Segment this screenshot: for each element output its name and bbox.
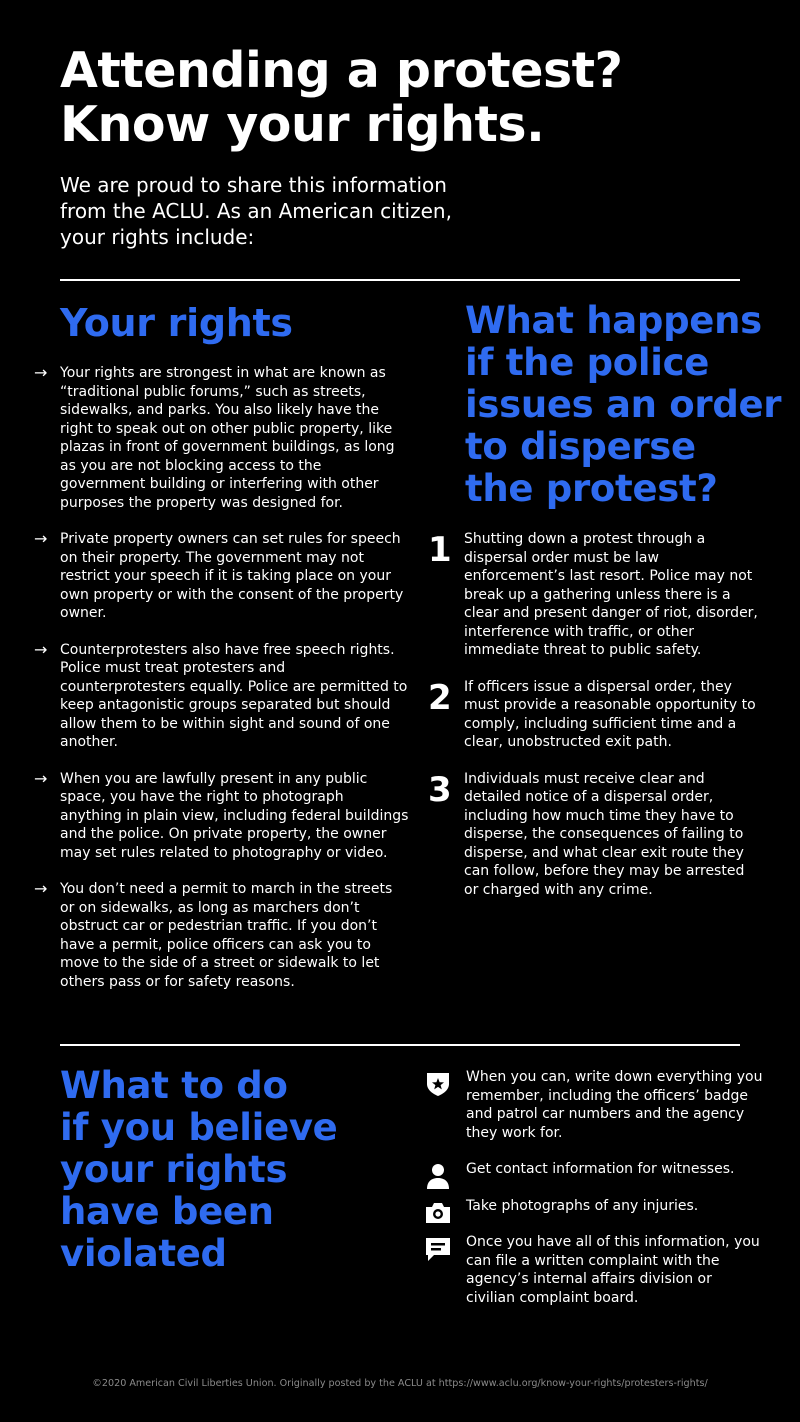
title-line-1: Attending a protest?	[60, 42, 623, 99]
page-title	[60, 44, 760, 152]
step-text: Shutting down a protest through a dispersal order must be law enforcement’s last resort. Police may not break up a gathering unless there is a clear and present danger of riot, disorder, interference with traffic, or other immediate threat to public safety.	[464, 531, 758, 658]
rights-item	[34, 880, 409, 991]
step-number: 1	[428, 530, 452, 570]
disperse-steps	[428, 530, 758, 917]
rights-list	[34, 364, 409, 1009]
arrow-right-icon: →	[34, 768, 48, 788]
person-icon	[424, 1162, 452, 1190]
rights-item-text: You don’t need a permit to march in the streets or on sidewalks, as long as marchers don’t obstruct car or pedestrian traffic. If you don’t have a permit, police officers can ask you to move to the side of a street or sidewalk to let others pass or for safety reasons.	[60, 881, 393, 990]
disperse-heading-line: to disperse	[465, 425, 696, 468]
action-item	[424, 1197, 764, 1216]
rights-item	[34, 770, 409, 863]
action-item	[424, 1068, 764, 1142]
rights-item	[34, 530, 409, 623]
rights-item-text: Counterprotesters also have free speech rights. Police must treat protesters and counterprotesters equally. Police are permitted to keep antagonistic groups separated but should allow them to be within sight and sound of one another.	[60, 641, 408, 750]
disperse-step	[428, 770, 758, 900]
step-number: 2	[428, 677, 452, 718]
title-line-2: Know your rights.	[60, 96, 545, 153]
violated-heading-line: have been	[60, 1190, 274, 1233]
divider-top	[60, 279, 740, 281]
divider-bottom	[60, 1044, 740, 1046]
action-text: Take photographs of any injuries.	[466, 1197, 699, 1214]
violated-heading	[60, 1065, 390, 1275]
action-text: Get contact information for witnesses.	[466, 1161, 735, 1177]
disperse-heading	[465, 300, 795, 510]
violated-heading-line: What to do	[60, 1064, 288, 1107]
disperse-heading-line: if the police	[465, 341, 710, 384]
footer-credit: ©2020 American Civil Liberties Union. Originally posted by the ACLU at https://www.aclu.org/know-your-rights/protesters-rights/	[92, 1378, 708, 1389]
step-text: If officers issue a dispersal order, they must provide a reasonable opportunity to comply, including sufficient time and a clear, unobstructed exit path.	[464, 678, 756, 750]
arrow-right-icon: →	[34, 879, 48, 898]
intro-line-3: your rights include:	[60, 225, 255, 249]
disperse-heading-line: the protest?	[465, 467, 718, 510]
disperse-heading-line: issues an order	[465, 383, 782, 426]
disperse-heading-line: What happens	[465, 299, 762, 342]
intro-line-2: from the ACLU. As an American citizen,	[60, 199, 452, 223]
arrow-right-icon: →	[34, 529, 48, 548]
rights-item-text: Private property owners can set rules for speech on their property. The government may not restrict your speech if it is taking place on your own property or with the consent of the property owner.	[60, 531, 404, 621]
step-number: 3	[428, 769, 452, 810]
rights-item-text: When you are lawfully present in any public space, you have the right to photograph anything in plain view, including federal buildings and the police. On private property, the owner may set rules related to photography or video.	[60, 770, 409, 861]
badge-icon	[424, 1070, 452, 1098]
action-item	[424, 1160, 764, 1179]
action-item	[424, 1233, 764, 1307]
rights-item	[34, 364, 409, 512]
arrow-right-icon: →	[34, 639, 48, 659]
rights-heading: Your rights	[60, 301, 293, 345]
arrow-right-icon: →	[34, 363, 48, 382]
action-text: Once you have all of this information, you can file a written complaint with the agency’s internal affairs division or civilian complaint board.	[466, 1234, 760, 1306]
intro-text	[60, 172, 520, 250]
step-text: Individuals must receive clear and detailed notice of a dispersal order, including how much time they have to disperse, the consequences of failing to disperse, and what clear exit route they can follow, before they may be arrested or charged with any crime.	[464, 770, 745, 898]
violated-heading-line: your rights	[60, 1148, 288, 1191]
disperse-step	[428, 678, 758, 752]
rights-item-text: Your rights are strongest in what are known as “traditional public forums,” such as streets, sidewalks, and parks. You also likely have the right to speak out on other public property, like plazas in front of government buildings, as long as you are not blocking access to the government building or interfering with other purposes the property was designed for.	[60, 365, 395, 511]
violated-actions	[424, 1068, 764, 1325]
action-text: When you can, write down everything you remember, including the officers’ badge and patrol car numbers and the agency they work for.	[466, 1069, 763, 1141]
camera-icon	[424, 1199, 452, 1227]
speech-bubble-icon	[424, 1235, 452, 1263]
intro-line-1: We are proud to share this information	[60, 173, 447, 197]
rights-item	[34, 641, 409, 752]
violated-heading-line: violated	[60, 1232, 227, 1275]
disperse-step	[428, 530, 758, 660]
violated-heading-line: if you believe	[60, 1106, 338, 1149]
